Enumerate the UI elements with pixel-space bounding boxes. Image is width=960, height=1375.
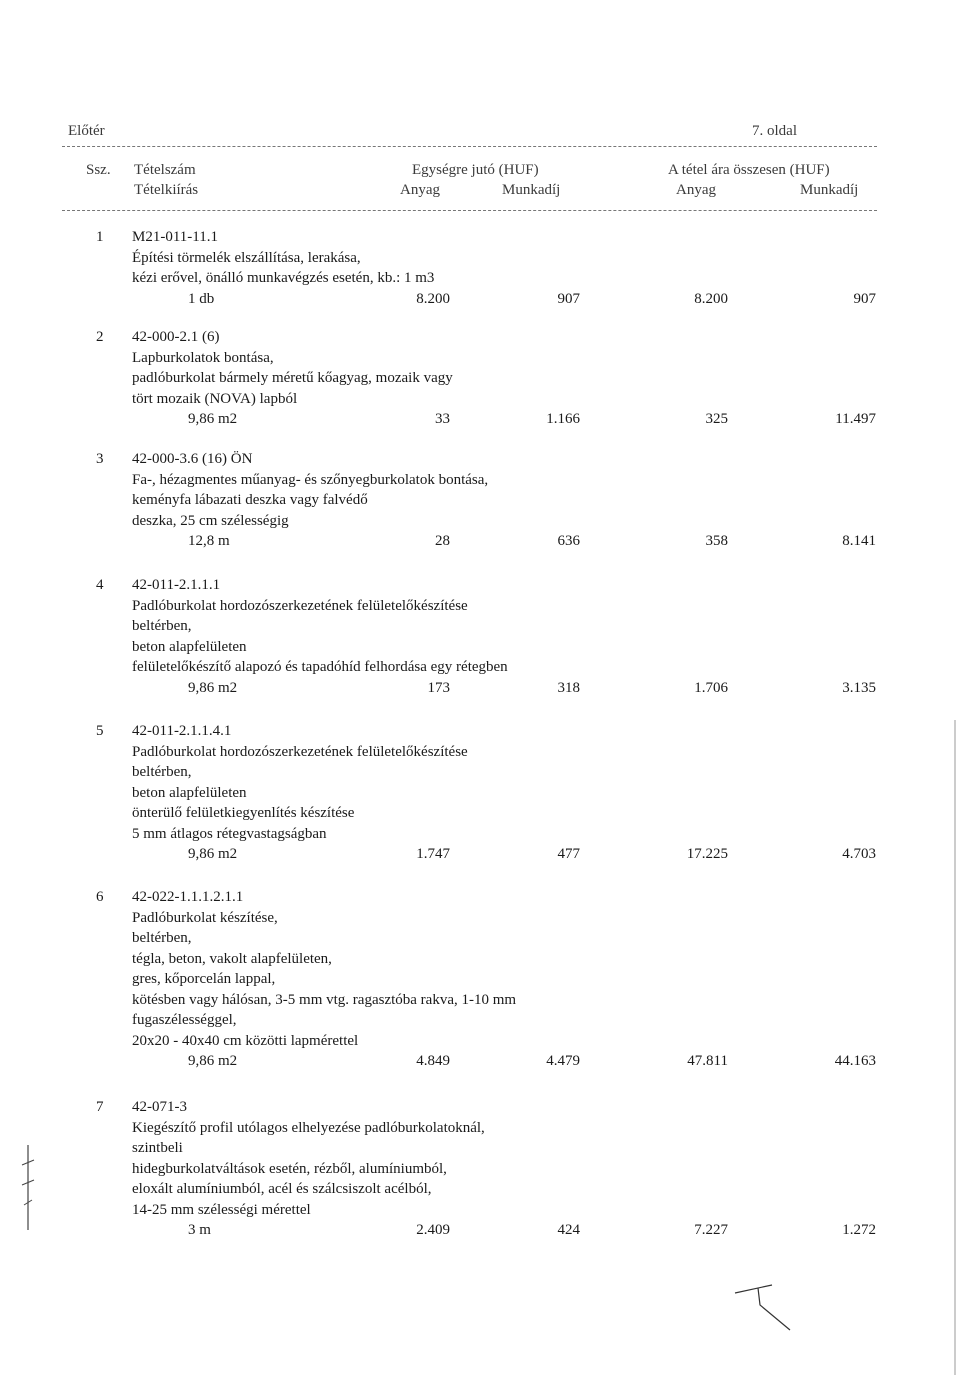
item-unit-material: 8.200 <box>416 290 450 307</box>
sub-material-1: Anyag <box>400 182 440 198</box>
item-desc-line: Lapburkolatok bontása, <box>132 349 274 366</box>
item-ssz: 5 <box>96 723 104 739</box>
item-desc-line: szintbeli <box>132 1140 183 1156</box>
item-desc-line: gres, kőporcelán lappal, <box>132 971 276 987</box>
item-unit-material: 173 <box>427 679 450 696</box>
item-unit-labor: 477 <box>557 846 580 862</box>
item-desc-line: 20x20 - 40x40 cm közötti lapmérettel <box>132 1032 359 1049</box>
sub-labor-1: Munkadíj <box>502 182 561 198</box>
item-quantity: 9,86 m2 <box>188 411 238 427</box>
item-total-material: 47.811 <box>687 1053 728 1069</box>
item-ssz: 7 <box>96 1099 104 1115</box>
item-code: 42-011-2.1.1.4.1 <box>132 723 232 739</box>
item-desc-line: hidegburkolatváltások esetén, rézből, alumíniumból, <box>132 1160 447 1177</box>
item-desc-line: Padlóburkolat hordozószerkezetének felületelőkészítése <box>132 597 468 614</box>
item-total-material: 8.200 <box>694 290 728 307</box>
col-code: Tételszám <box>134 162 196 178</box>
col-total: A tétel ára összesen (HUF) <box>668 162 830 178</box>
item-ssz: 6 <box>96 889 104 905</box>
item-unit-labor: 318 <box>557 679 580 696</box>
item-total-labor: 11.497 <box>835 411 876 427</box>
item-desc-line: beltérben, <box>132 618 192 634</box>
item-ssz: 2 <box>96 329 104 345</box>
item-desc-line: deszka, 25 cm szélességig <box>132 512 289 529</box>
item-total-labor: 3.135 <box>842 679 876 696</box>
item-code: M21-011-11.1 <box>132 229 218 245</box>
sub-labor-2: Munkadíj <box>800 182 859 198</box>
item-desc-line: keményfa lábazati deszka vagy falvédő <box>132 492 368 508</box>
item-quantity: 1 db <box>188 290 215 307</box>
item-unit-material: 33 <box>435 411 450 427</box>
item-desc-line: Fa-, hézagmentes műanyag- és szőnyegburkolatok bontása, <box>132 471 489 488</box>
item-desc-line: beltérben, <box>132 930 192 946</box>
item-desc-line: Kiegészítő profil utólagos elhelyezése padlóburkolatoknál, <box>132 1119 485 1136</box>
item-desc-line: 5 mm átlagos rétegvastagságban <box>132 825 327 842</box>
item-quantity: 12,8 m <box>188 533 230 549</box>
item-code: 42-022-1.1.1.2.1.1 <box>132 889 244 905</box>
item-unit-labor: 907 <box>557 290 580 307</box>
col-desc: Tételkiírás <box>134 182 199 198</box>
item-desc-line: beton alapfelületen <box>132 638 247 655</box>
item-desc-line: önterülő felületkiegyenlítés készítése <box>132 805 355 821</box>
item-total-labor: 1.272 <box>842 1222 876 1238</box>
item-ssz: 3 <box>96 451 104 467</box>
item-total-labor: 4.703 <box>842 846 876 862</box>
item-desc-line: felületelőkészítő alapozó és tapadóhíd felhordása egy rétegben <box>132 659 508 675</box>
page-number: 7. oldal <box>752 123 797 139</box>
item-desc-line: tégla, beton, vakolt alapfelületen, <box>132 950 332 967</box>
item-code: 42-011-2.1.1.1 <box>132 577 221 593</box>
item-desc-line: beton alapfelületen <box>132 784 247 801</box>
item-code: 42-071-3 <box>132 1099 187 1115</box>
item-total-material: 325 <box>705 411 728 427</box>
section-title: Előtér <box>68 123 105 139</box>
item-desc-line: 14-25 mm szélességi mérettel <box>132 1201 311 1218</box>
item-total-labor: 44.163 <box>834 1053 876 1069</box>
item-desc-line: fugaszélességgel, <box>132 1012 237 1028</box>
item-unit-labor: 424 <box>557 1222 580 1238</box>
item-total-material: 17.225 <box>686 846 728 862</box>
sub-material-2: Anyag <box>676 182 716 198</box>
item-desc-line: Padlóburkolat hordozószerkezetének felületelőkészítése <box>132 743 468 760</box>
item-desc-line: tört mozaik (NOVA) lapból <box>132 390 298 407</box>
item-unit-labor: 4.479 <box>546 1053 580 1069</box>
item-desc-line: eloxált alumíniumból, acél és szálcsiszolt acélból, <box>132 1181 432 1197</box>
item-ssz: 1 <box>96 229 104 245</box>
item-total-labor: 8.141 <box>842 533 876 549</box>
item-desc-line: kötésben vagy hálósan, 3-5 mm vtg. ragasztóba rakva, 1-10 mm <box>132 991 517 1008</box>
col-unit-price: Egységre jutó (HUF) <box>412 162 539 178</box>
item-total-material: 7.227 <box>694 1222 728 1238</box>
item-unit-material: 4.849 <box>416 1053 450 1069</box>
item-unit-material: 1.747 <box>416 846 450 862</box>
item-unit-labor: 1.166 <box>546 411 580 427</box>
item-unit-labor: 636 <box>557 533 580 549</box>
item-quantity: 9,86 m2 <box>188 1053 238 1069</box>
item-quantity: 3 m <box>188 1222 211 1238</box>
item-code: 42-000-2.1 (6) <box>132 329 220 345</box>
item-desc-line: Padlóburkolat készítése, <box>132 909 278 926</box>
col-ssz: Ssz. <box>86 162 111 178</box>
item-ssz: 4 <box>96 577 104 593</box>
item-total-material: 358 <box>705 533 728 549</box>
item-total-material: 1.706 <box>694 679 728 696</box>
item-total-labor: 907 <box>853 290 876 307</box>
item-desc-line: padlóburkolat bármely méretű kőagyag, mozaik vagy <box>132 370 453 386</box>
item-quantity: 9,86 m2 <box>188 679 238 696</box>
item-code: 42-000-3.6 (16) ÖN <box>132 451 253 467</box>
item-desc-line: kézi erővel, önálló munkavégzés esetén, kb.: 1 m3 <box>132 270 435 286</box>
item-desc-line: beltérben, <box>132 764 192 780</box>
item-unit-material: 28 <box>435 533 450 549</box>
item-quantity: 9,86 m2 <box>188 846 238 862</box>
item-desc-line: Építési törmelék elszállítása, lerakása, <box>132 249 361 266</box>
item-unit-material: 2.409 <box>416 1222 450 1238</box>
